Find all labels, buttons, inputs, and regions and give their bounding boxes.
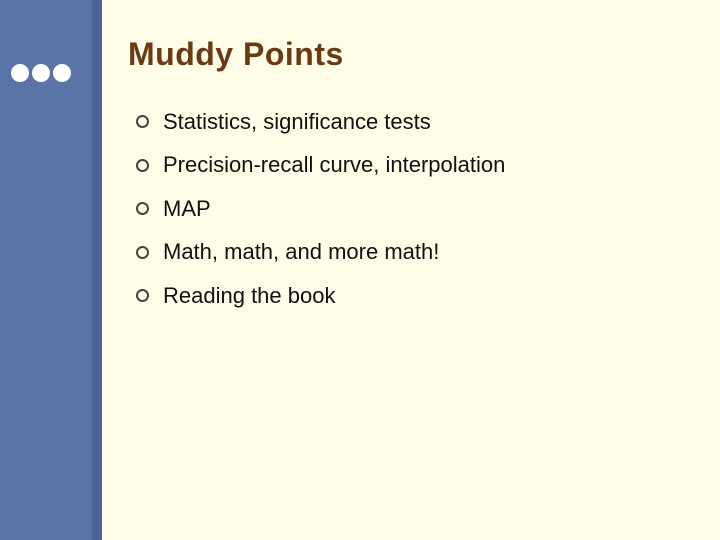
three-dots-icon [11, 64, 71, 82]
bullet-text: Math, math, and more math! [163, 239, 440, 265]
hollow-circle-bullet-icon [136, 202, 149, 215]
list-item [136, 100, 505, 144]
list-item [136, 274, 505, 318]
list-item [136, 144, 505, 188]
dot-icon [11, 64, 29, 82]
dot-icon [32, 64, 50, 82]
bullet-text: Statistics, significance tests [163, 108, 431, 134]
hollow-circle-bullet-icon [136, 115, 149, 128]
bullet-text: MAP [163, 195, 211, 221]
bullet-list [136, 100, 505, 318]
list-item [136, 231, 505, 275]
dot-icon [53, 64, 71, 82]
bullet-text: Precision-recall curve, interpolation [163, 152, 506, 178]
list-item [136, 187, 505, 231]
hollow-circle-bullet-icon [136, 289, 149, 302]
sidebar-panel [0, 0, 92, 540]
bullet-text: Reading the book [163, 282, 336, 308]
hollow-circle-bullet-icon [136, 246, 149, 259]
sidebar-edge [92, 0, 102, 540]
slide-content [102, 0, 720, 540]
slide-title: Muddy Points [128, 36, 344, 72]
hollow-circle-bullet-icon [136, 159, 149, 172]
